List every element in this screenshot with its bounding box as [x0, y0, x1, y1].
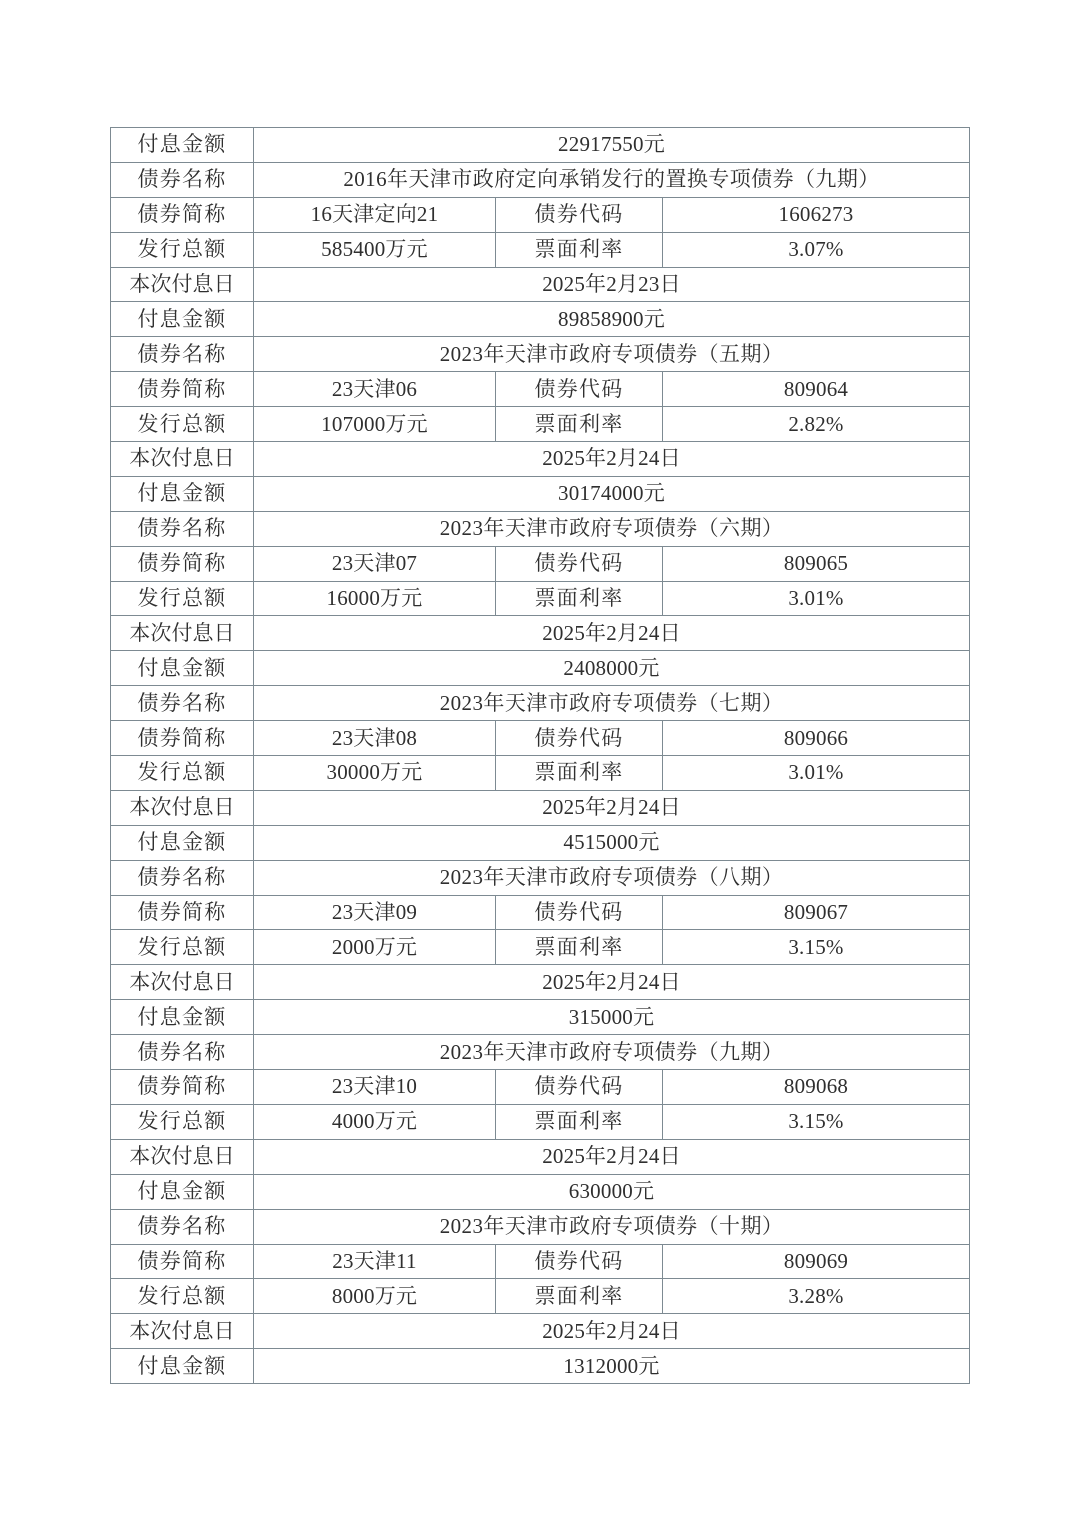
cell-payment-date: 2025年2月24日 [254, 1314, 970, 1349]
row-label-total-issue: 发行总额 [111, 930, 254, 965]
row-label-payment-date: 本次付息日 [111, 965, 254, 1000]
table-row [111, 1279, 970, 1314]
cell-bond-short-name: 23天津08 [254, 721, 496, 756]
cell-bond-code: 809066 [663, 721, 970, 756]
table-row [111, 546, 970, 581]
cell-bond-short-name: 23天津10 [254, 1070, 496, 1105]
row-label-total-issue: 发行总额 [111, 407, 254, 442]
cell-bond-code: 809068 [663, 1070, 970, 1105]
row-label-bond-short-name: 债券简称 [111, 895, 254, 930]
cell-bond-short-name: 16天津定向21 [254, 197, 496, 232]
row-label-bond-short-name: 债券简称 [111, 546, 254, 581]
cell-bond-name: 2023年天津市政府专项债券（九期） [254, 1035, 970, 1070]
cell-payment-date: 2025年2月24日 [254, 1139, 970, 1174]
table-row [111, 930, 970, 965]
row-label-payment-date: 本次付息日 [111, 1139, 254, 1174]
table-row [111, 581, 970, 616]
row-label-bond-short-name: 债券简称 [111, 1070, 254, 1105]
cell-interest-amount: 315000元 [254, 1000, 970, 1035]
table-row [111, 790, 970, 825]
table-row [111, 476, 970, 511]
row-label-interest-amount: 付息金额 [111, 651, 254, 686]
cell-total-issue: 2000万元 [254, 930, 496, 965]
cell-total-issue: 8000万元 [254, 1279, 496, 1314]
cell-bond-name: 2023年天津市政府专项债券（五期） [254, 337, 970, 372]
table-row [111, 162, 970, 197]
row-label-payment-date: 本次付息日 [111, 1314, 254, 1349]
cell-bond-short-name: 23天津11 [254, 1244, 496, 1279]
cell-bond-code: 809067 [663, 895, 970, 930]
row-label-bond-code: 债券代码 [496, 895, 663, 930]
table-row [111, 651, 970, 686]
cell-total-issue: 107000万元 [254, 407, 496, 442]
table-row [111, 302, 970, 337]
table-row [111, 895, 970, 930]
cell-interest-amount: 1312000元 [254, 1349, 970, 1384]
row-label-bond-name: 债券名称 [111, 337, 254, 372]
row-label-bond-name: 债券名称 [111, 860, 254, 895]
table-row [111, 756, 970, 791]
cell-payment-date: 2025年2月24日 [254, 790, 970, 825]
table-row [111, 1070, 970, 1105]
bond-interest-table [110, 127, 970, 1384]
table-row [111, 721, 970, 756]
row-label-bond-code: 债券代码 [496, 1244, 663, 1279]
cell-coupon-rate: 3.28% [663, 1279, 970, 1314]
row-label-coupon-rate: 票面利率 [496, 1104, 663, 1139]
cell-interest-amount: 2408000元 [254, 651, 970, 686]
row-label-coupon-rate: 票面利率 [496, 930, 663, 965]
cell-bond-name: 2023年天津市政府专项债券（八期） [254, 860, 970, 895]
row-label-bond-code: 债券代码 [496, 721, 663, 756]
row-label-payment-date: 本次付息日 [111, 442, 254, 477]
cell-interest-amount: 4515000元 [254, 825, 970, 860]
cell-coupon-rate: 3.07% [663, 232, 970, 267]
row-label-bond-name: 债券名称 [111, 511, 254, 546]
row-label-bond-name: 债券名称 [111, 1209, 254, 1244]
row-label-bond-code: 债券代码 [496, 1070, 663, 1105]
cell-interest-amount: 630000元 [254, 1174, 970, 1209]
row-label-bond-short-name: 债券简称 [111, 197, 254, 232]
row-label-bond-code: 债券代码 [496, 197, 663, 232]
cell-coupon-rate: 3.15% [663, 1104, 970, 1139]
cell-payment-date: 2025年2月24日 [254, 965, 970, 1000]
cell-bond-code: 809065 [663, 546, 970, 581]
row-label-coupon-rate: 票面利率 [496, 581, 663, 616]
cell-total-issue: 30000万元 [254, 756, 496, 791]
row-label-total-issue: 发行总额 [111, 232, 254, 267]
row-label-coupon-rate: 票面利率 [496, 232, 663, 267]
row-label-interest-amount: 付息金额 [111, 476, 254, 511]
row-label-bond-name: 债券名称 [111, 162, 254, 197]
row-label-coupon-rate: 票面利率 [496, 756, 663, 791]
table-row [111, 407, 970, 442]
row-label-total-issue: 发行总额 [111, 1279, 254, 1314]
table-row [111, 197, 970, 232]
cell-bond-short-name: 23天津09 [254, 895, 496, 930]
table-row [111, 372, 970, 407]
row-label-bond-code: 债券代码 [496, 372, 663, 407]
bond-interest-table-container [110, 127, 969, 1384]
table-row [111, 1244, 970, 1279]
row-label-coupon-rate: 票面利率 [496, 407, 663, 442]
row-label-payment-date: 本次付息日 [111, 267, 254, 302]
table-row [111, 825, 970, 860]
table-row [111, 442, 970, 477]
row-label-interest-amount: 付息金额 [111, 302, 254, 337]
row-label-interest-amount: 付息金额 [111, 1000, 254, 1035]
row-label-interest-amount: 付息金额 [111, 1349, 254, 1384]
row-label-coupon-rate: 票面利率 [496, 1279, 663, 1314]
cell-bond-name: 2023年天津市政府专项债券（六期） [254, 511, 970, 546]
table-row [111, 1035, 970, 1070]
table-row [111, 1314, 970, 1349]
row-label-interest-amount: 付息金额 [111, 128, 254, 163]
row-label-bond-code: 债券代码 [496, 546, 663, 581]
table-row [111, 1104, 970, 1139]
table-row [111, 128, 970, 163]
cell-payment-date: 2025年2月24日 [254, 442, 970, 477]
table-row [111, 1000, 970, 1035]
row-label-total-issue: 发行总额 [111, 756, 254, 791]
cell-bond-short-name: 23天津07 [254, 546, 496, 581]
cell-interest-amount: 30174000元 [254, 476, 970, 511]
row-label-bond-name: 债券名称 [111, 1035, 254, 1070]
cell-bond-code: 1606273 [663, 197, 970, 232]
row-label-bond-short-name: 债券简称 [111, 1244, 254, 1279]
cell-total-issue: 4000万元 [254, 1104, 496, 1139]
table-row [111, 965, 970, 1000]
table-row [111, 267, 970, 302]
cell-interest-amount: 22917550元 [254, 128, 970, 163]
cell-payment-date: 2025年2月23日 [254, 267, 970, 302]
table-row [111, 1349, 970, 1384]
cell-payment-date: 2025年2月24日 [254, 616, 970, 651]
cell-bond-code: 809069 [663, 1244, 970, 1279]
table-row [111, 616, 970, 651]
table-row [111, 1209, 970, 1244]
row-label-bond-name: 债券名称 [111, 686, 254, 721]
cell-bond-short-name: 23天津06 [254, 372, 496, 407]
row-label-interest-amount: 付息金额 [111, 825, 254, 860]
cell-bond-name: 2016年天津市政府定向承销发行的置换专项债券（九期） [254, 162, 970, 197]
table-row [111, 686, 970, 721]
cell-bond-name: 2023年天津市政府专项债券（七期） [254, 686, 970, 721]
row-label-bond-short-name: 债券简称 [111, 721, 254, 756]
table-row [111, 1174, 970, 1209]
cell-coupon-rate: 3.01% [663, 581, 970, 616]
cell-bond-name: 2023年天津市政府专项债券（十期） [254, 1209, 970, 1244]
table-row [111, 337, 970, 372]
table-row [111, 1139, 970, 1174]
row-label-payment-date: 本次付息日 [111, 616, 254, 651]
row-label-total-issue: 发行总额 [111, 1104, 254, 1139]
row-label-bond-short-name: 债券简称 [111, 372, 254, 407]
cell-coupon-rate: 3.15% [663, 930, 970, 965]
row-label-interest-amount: 付息金额 [111, 1174, 254, 1209]
cell-interest-amount: 89858900元 [254, 302, 970, 337]
table-row [111, 511, 970, 546]
cell-total-issue: 585400万元 [254, 232, 496, 267]
cell-coupon-rate: 2.82% [663, 407, 970, 442]
table-row [111, 860, 970, 895]
bond-interest-table-body [111, 128, 970, 1384]
cell-total-issue: 16000万元 [254, 581, 496, 616]
row-label-total-issue: 发行总额 [111, 581, 254, 616]
table-row [111, 232, 970, 267]
cell-bond-code: 809064 [663, 372, 970, 407]
row-label-payment-date: 本次付息日 [111, 790, 254, 825]
cell-coupon-rate: 3.01% [663, 756, 970, 791]
